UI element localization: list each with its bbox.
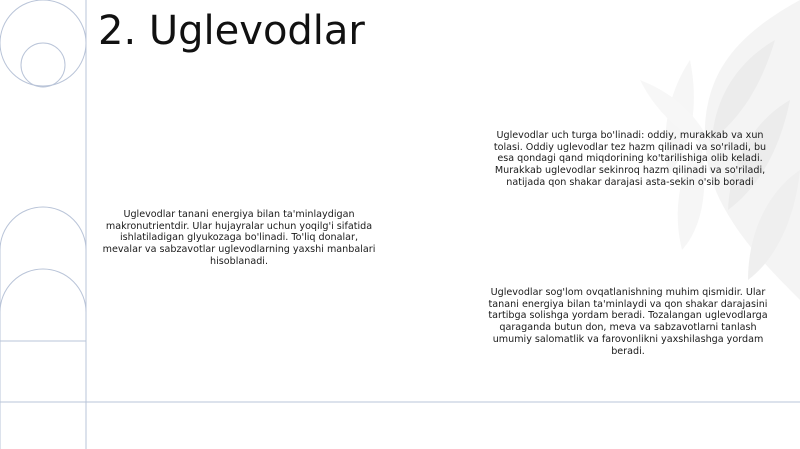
upper-arch [0, 207, 86, 250]
slide-title: 2. Uglevodlar [98, 8, 365, 54]
inner-circle [21, 43, 65, 87]
lower-arch [0, 269, 86, 312]
right-top-text-block: Uglevodlar uch turga bo'linadi: oddiy, murakkab va xun tolasi. Oddiy uglevodlar tez hazm qilinadi va so'riladi, bu esa qondagi qand miqdorining ko'tarilishiga olib keladi. Murakkab uglevodlar sekinroq hazm qilinadi va so'riladi, natijada qon shakar darajasi asta-sekin o'sib boradi [493, 130, 767, 188]
left-text-block: Uglevodlar tanani energiya bilan ta'minlaydigan makronutrientdir. Ular hujayralar uchun yoqilg'i sifatida ishlatiladigan glyukozaga bo'linadi. To'liq donalar, mevalar va sabzavotlar uglevodlarning yaxshi manbalari hisoblanadi. [102, 209, 376, 267]
right-bottom-text-block: Uglevodlar sog'lom ovqatlanishning muhim qismidir. Ular tanani energiya bilan ta'minlaydi va qon shakar darajasini tartibga solishga yordam beradi. Tozalangan uglevodlarga qaraganda butun don, meva va sabzavotlarni tanlash umumiy salomatlik va farovonlikni yaxshilashga yordam beradi. [488, 287, 768, 357]
